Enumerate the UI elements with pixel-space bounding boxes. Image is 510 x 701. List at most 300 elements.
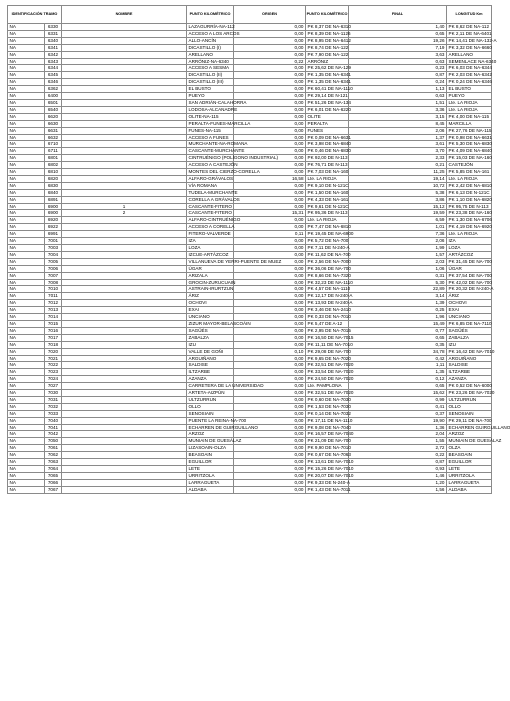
cell-identificacion: NA — [8, 162, 45, 169]
cell-codigo: 7017 — [45, 334, 62, 341]
table-row — [8, 300, 492, 307]
cell-codigo: 7032 — [45, 403, 62, 410]
cell-tramo — [62, 245, 187, 252]
cell-tramo — [62, 155, 187, 162]
cell-tramo — [62, 341, 187, 348]
cell-pk-inicio: 0,00 — [234, 203, 306, 210]
cell-final: PK 5,85 DE NA-161 — [447, 169, 492, 176]
cell-final: PK 3,32 DE NA-6660 — [448, 44, 492, 50]
cell-final: PK 0,52 DE NA-6000 — [448, 383, 492, 389]
table-row — [8, 341, 492, 348]
cell-final: ARZOZ — [447, 431, 492, 438]
cell-pk-final: 1,57 — [349, 251, 447, 258]
cell-codigo: 6501 — [45, 99, 62, 106]
cell-final: PK 23,38 DE NA-160 — [448, 210, 492, 216]
cell-codigo: 7013 — [45, 307, 62, 314]
cell-pk-inicio: 0,00 — [234, 224, 306, 231]
cell-pk-final: 0,93 — [349, 466, 447, 473]
cell-pk-inicio: 0,00 — [234, 293, 306, 300]
table-row — [8, 127, 492, 134]
cell-nombre: MURCHANTE-NA-ROMANA — [188, 141, 248, 147]
table-row — [8, 410, 492, 417]
cell-identificacion: NA — [8, 134, 45, 141]
cell-final: EL BUSTO — [447, 86, 492, 93]
cell-pk-final: 1,55 — [349, 438, 447, 445]
cell-final: PK 4,09 DE NA-6840 — [448, 148, 492, 154]
cell-codigo: 7005 — [45, 258, 62, 265]
cell-tramo — [62, 355, 187, 362]
cell-origen: PK 76,71 DE N-113 — [307, 162, 348, 168]
cell-final: ILTZARBE — [447, 369, 492, 376]
cell-final: SAGÜÉS — [447, 327, 492, 334]
cell-final: SENOSIAIN — [447, 410, 492, 417]
cell-codigo: 7010 — [45, 286, 62, 293]
cell-nombre: DICASTILLO (I) — [187, 44, 234, 51]
cell-pk-final: 0,65 — [349, 30, 447, 37]
cell-identificacion: NA — [8, 327, 45, 334]
cell-tramo — [62, 362, 187, 369]
cell-origen: PK 9,08 DE NA-7040 — [307, 424, 351, 430]
cell-pk-inicio: 0,00 — [234, 376, 306, 383]
cell-origen: PK 0,33 DE NA-7010 — [307, 314, 351, 320]
cell-nombre: LODOSA-ALCANADRE — [188, 106, 238, 112]
cell-final: PK 42,02 DE NA-700 — [448, 279, 492, 285]
cell-pk-final: 2,06 — [349, 238, 447, 245]
cell-nombre: TUDELA-MURCHANTE — [188, 189, 238, 195]
cell-nombre: ZIZUR MAYOR-BELASCOÁIN — [188, 320, 251, 326]
cell-codigo: 7063 — [45, 459, 62, 466]
cell-nombre: ASTRAIN-IRURTZUN — [188, 286, 234, 292]
cell-pk-final: 0,87 — [349, 459, 447, 466]
cell-tramo — [62, 452, 187, 459]
cell-pk-final: 19,90 — [349, 417, 447, 424]
cell-tramo — [62, 24, 187, 31]
table-row — [8, 189, 492, 196]
cell-codigo: 6710 — [45, 141, 62, 148]
cell-origen: PK 1,43 DE NA-7011 — [307, 486, 351, 492]
cell-pk-final: 0,65 — [349, 334, 447, 341]
cell-final: PUEYO — [447, 93, 492, 100]
cell-tramo — [62, 403, 187, 410]
cell-codigo: 6343 — [45, 58, 62, 65]
cell-tramo — [62, 334, 187, 341]
cell-tramo — [62, 417, 187, 424]
cell-nombre: FITERO-VALVERDE — [187, 231, 234, 238]
cell-nombre: PUENTE LA REINA-NA-700 — [188, 417, 247, 423]
cell-pk-inicio: 0,00 — [234, 431, 306, 438]
cell-codigo: 7001 — [45, 238, 62, 245]
cell-pk-inicio: 0,00 — [234, 30, 306, 37]
cell-tramo — [62, 272, 187, 279]
cell-origen: PK 24,50 DE NA-7020 — [307, 376, 354, 382]
cell-origen: PK 6,01 DE NA-6220 — [307, 106, 351, 112]
cell-identificacion: NA — [8, 175, 45, 182]
cell-tramo — [62, 51, 187, 58]
cell-pk-inicio: 0,10 — [234, 348, 306, 355]
cell-nombre: OLLO — [187, 403, 234, 410]
cell-nombre: IZCUE-ARTÁZCOZ — [187, 251, 234, 258]
cell-origen: PK 8,95 DE NA-6412 — [307, 37, 351, 43]
cell-codigo: 6340 — [45, 37, 62, 44]
cell-origen: PK 13,61 DE NA-7010 — [307, 459, 354, 465]
cell-final: PK 2,03 DE NA-6342 — [448, 72, 492, 78]
cell-pk-final: 2,06 — [349, 127, 447, 134]
cell-nombre: ALDABA — [187, 486, 234, 493]
table-row — [8, 44, 492, 51]
cell-final: ULTZURRUN — [447, 396, 492, 403]
cell-pk-inicio: 0,00 — [234, 245, 306, 252]
cell-pk-inicio: 0,00 — [234, 24, 306, 31]
cell-identificacion: NA — [8, 431, 45, 438]
cell-final: SEMENLACE NA-6340 — [448, 58, 497, 64]
table-row — [8, 396, 492, 403]
cell-pk-inicio: 0,00 — [234, 438, 306, 445]
cell-codigo: 6540 — [45, 106, 62, 113]
cell-identificacion: NA — [8, 279, 45, 286]
cell-codigo: 7008 — [45, 279, 62, 286]
cell-pk-final: 19,14 — [349, 175, 447, 182]
cell-pk-final: 8,45 — [349, 120, 447, 127]
cell-nombre: IZA — [187, 238, 234, 245]
cell-identificacion: NA — [8, 224, 45, 231]
cell-nombre: OLITE-NA-115 — [187, 113, 234, 120]
cell-pk-inicio: 0,00 — [234, 72, 306, 79]
table-row — [8, 231, 492, 238]
cell-origen: PK 1,35 DE NA-6341 — [307, 79, 351, 85]
cell-pk-final: 1,40 — [349, 24, 447, 31]
header-identificacion: IDENTIFICACIÓN TRAMO — [8, 6, 62, 24]
cell-codigo: 7030 — [45, 390, 62, 397]
cell-nombre: ULTZURRUN — [187, 396, 234, 403]
cell-tramo — [62, 231, 187, 238]
cell-tramo — [62, 320, 187, 327]
cell-final: ARGUIÑANO — [447, 355, 492, 362]
cell-pk-final: 0,21 — [349, 162, 447, 169]
cell-pk-inicio: 0,00 — [234, 134, 306, 141]
table-row — [8, 417, 492, 424]
cell-pk-final: 3,86 — [349, 196, 447, 203]
cell-origen: PK 32,23 DE NA-1110 — [307, 279, 353, 285]
cell-pk-inicio: 0,11 — [234, 231, 306, 238]
cell-tramo — [62, 113, 187, 120]
cell-final: MARCILLA — [447, 120, 492, 127]
cell-final: PK 95,75 DE N-113 — [447, 203, 492, 210]
cell-pk-final: 10,72 — [349, 182, 447, 189]
cell-tramo: 2 — [62, 210, 187, 217]
cell-nombre: MONTES DEL CIERZO-CORELLA — [188, 169, 260, 175]
cell-nombre: CORELLA A GRÁVALOS — [188, 196, 240, 202]
cell-pk-final: 1,20 — [349, 479, 447, 486]
cell-codigo: 7018 — [45, 341, 62, 348]
cell-identificacion: NA — [8, 58, 45, 65]
cell-nombre: LETE — [187, 466, 234, 473]
cell-identificacion: NA — [8, 210, 45, 217]
cell-tramo — [62, 65, 187, 72]
cell-final: LOZA — [447, 245, 492, 252]
cell-final: PK 4,19 DE NA-6920 — [448, 224, 492, 230]
cell-pk-final: 7,36 — [349, 231, 447, 238]
cell-final: Lte. LA RIOJA — [447, 99, 492, 106]
table-row — [8, 120, 492, 127]
table-row — [8, 320, 492, 327]
cell-tramo — [62, 189, 187, 196]
cell-pk-inicio: 0,00 — [234, 251, 306, 258]
cell-codigo: 6920 — [45, 217, 62, 224]
cell-final: PK 27,76 DE NA-115 — [448, 127, 492, 133]
cell-pk-inicio: 0,00 — [234, 44, 306, 51]
cell-pk-inicio: 0,00 — [234, 169, 306, 176]
cell-codigo: 7061 — [45, 445, 62, 452]
cell-pk-final: 1,06 — [349, 265, 447, 272]
table-row — [8, 403, 492, 410]
cell-identificacion: NA — [8, 169, 45, 176]
cell-identificacion: NA — [8, 148, 45, 155]
cell-identificacion: NA — [8, 383, 45, 390]
cell-identificacion: NA — [8, 307, 45, 314]
cell-nombre: SALDISE — [187, 362, 234, 369]
cell-pk-inicio: 0,00 — [234, 51, 306, 58]
header-longitud: LONGITUD Km — [447, 6, 492, 24]
cell-codigo: 7003 — [45, 245, 62, 252]
cell-final: AZANZA — [447, 376, 492, 383]
cell-codigo: 6991 — [45, 231, 62, 238]
cell-tramo — [62, 58, 187, 65]
cell-pk-inicio: 0,00 — [234, 99, 306, 106]
cell-identificacion: NA — [8, 300, 45, 307]
table-row — [8, 148, 492, 155]
cell-identificacion: NA — [8, 37, 45, 44]
cell-nombre: ARIZALA — [187, 272, 234, 279]
cell-final: OLLO — [447, 403, 492, 410]
cell-origen: PK 3,46 DE NA-2410 — [307, 307, 351, 313]
table-row — [8, 210, 492, 217]
cell-nombre: EL BUSTO — [187, 86, 234, 93]
roads-table — [7, 5, 510, 494]
cell-tramo — [62, 258, 187, 265]
table-row — [8, 334, 492, 341]
table-row — [8, 314, 492, 321]
cell-final: ÁRIZ — [447, 293, 492, 300]
cell-tramo — [62, 120, 187, 127]
cell-origen: PK 16,57 DE NA-7040 — [307, 431, 354, 437]
cell-tramo — [62, 175, 187, 182]
cell-origen: PK 0,67 DE NA-7063 — [307, 452, 351, 458]
cell-pk-inicio: 0,00 — [234, 162, 306, 169]
cell-identificacion: NA — [8, 86, 45, 93]
cell-identificacion: NA — [8, 438, 45, 445]
cell-final: PK 6,13 DE N-121C — [448, 189, 490, 195]
cell-pk-inicio: 0,00 — [234, 362, 306, 369]
cell-identificacion: NA — [8, 403, 45, 410]
cell-pk-final: 0,42 — [349, 355, 447, 362]
table-row — [8, 293, 492, 300]
table-row — [8, 217, 492, 224]
cell-identificacion: NA — [8, 396, 45, 403]
cell-codigo: 7066 — [45, 479, 62, 486]
cell-origen: PK 20,07 DE NA-7010 — [307, 472, 354, 478]
cell-codigo: 7042 — [45, 431, 62, 438]
cell-tramo — [62, 127, 187, 134]
cell-pk-inicio: 0,00 — [234, 238, 306, 245]
cell-final: CASTEJÓN — [447, 162, 492, 169]
cell-pk-inicio: 0,00 — [234, 479, 306, 486]
cell-codigo: 6400 — [45, 93, 62, 100]
cell-final: UNCIANO — [447, 314, 492, 321]
cell-codigo: 6341 — [45, 44, 62, 51]
cell-origen: PK 8,39 DE NA-1126 — [307, 30, 351, 36]
cell-nombre: BEASOAIN — [187, 452, 234, 459]
cell-origen: PK 32,51 DE NA-7020 — [307, 362, 354, 368]
table-row — [8, 24, 492, 31]
cell-codigo: 6630 — [45, 120, 62, 127]
cell-identificacion: NA — [8, 203, 45, 210]
cell-nombre: DICASTILLO (III) — [187, 79, 234, 86]
cell-codigo: 7020 — [45, 348, 62, 355]
cell-final: PK 2,42 DE NA-6810 — [448, 182, 492, 188]
cell-identificacion: NA — [8, 106, 45, 113]
cell-pk-inicio: 0,00 — [234, 127, 306, 134]
cell-nombre: ÁRIZ — [187, 293, 234, 300]
cell-pk-final: 7,19 — [349, 44, 447, 51]
cell-tramo — [62, 224, 187, 231]
cell-pk-inicio: 0,00 — [234, 182, 306, 189]
cell-final: BEASOAIN — [447, 452, 492, 459]
cell-identificacion: NA — [8, 265, 45, 272]
table-row — [8, 155, 492, 162]
cell-identificacion: NA — [8, 72, 45, 79]
cell-origen: PK 19,45 DE NA-6900 — [307, 231, 354, 237]
cell-origen: PK 7,11 DE N-240-A — [307, 245, 350, 250]
cell-origen: PK 4,57 DE NA-1110 — [307, 286, 351, 292]
cell-codigo: 7023 — [45, 369, 62, 376]
cell-pk-inicio: 0,00 — [234, 272, 306, 279]
cell-pk-final: 3,63 — [349, 51, 447, 58]
cell-pk-final: 15,62 — [349, 390, 447, 397]
cell-codigo: 6632 — [45, 134, 62, 141]
cell-pk-final: 0,87 — [349, 72, 447, 79]
cell-tramo — [62, 300, 187, 307]
cell-pk-inicio: 0,00 — [234, 113, 306, 120]
cell-pk-inicio: 0,00 — [234, 459, 306, 466]
cell-pk-inicio: 0,00 — [234, 265, 306, 272]
cell-pk-inicio: 0,00 — [234, 307, 306, 314]
cell-final: PK 31,45 DE NA-700 — [448, 258, 492, 264]
cell-origen: PK 5,72 DE NA-700 — [307, 238, 349, 244]
cell-codigo: 7011 — [45, 293, 62, 300]
cell-pk-final: 0,23 — [349, 65, 447, 72]
cell-tramo — [62, 376, 187, 383]
cell-pk-inicio: 0,00 — [234, 196, 306, 203]
cell-codigo: 6331 — [45, 30, 62, 37]
cell-origen: PK 0,60 DE NA-7030 — [307, 396, 351, 402]
cell-codigo: 6620 — [45, 113, 62, 120]
cell-origen: PK 15,26 DE NA-7010 — [307, 466, 354, 471]
cell-final: PK 5,30 DE NA-6830 — [448, 141, 492, 147]
cell-nombre: ALFARO-CINTRUÉNIGO — [188, 217, 241, 223]
cell-pk-inicio: 0,00 — [234, 86, 306, 93]
cell-identificacion: NA — [8, 251, 45, 258]
header-nombre: NOMBRE — [62, 6, 187, 24]
cell-identificacion: NA — [8, 390, 45, 397]
cell-final: PK 20,32 DE N-240-A — [448, 286, 494, 292]
cell-final: URRITZOLA — [447, 472, 492, 479]
cell-origen: Lte. LA RIOJA — [306, 175, 349, 182]
cell-identificacion: NA — [8, 231, 45, 238]
cell-pk-final: 15,49 — [349, 320, 447, 327]
cell-tramo — [62, 44, 187, 51]
cell-final: PK 0,24 DE NA-6346 — [448, 79, 492, 85]
cell-identificacion: NA — [8, 410, 45, 417]
cell-pk-final: 34,78 — [349, 348, 447, 355]
cell-tramo — [62, 217, 187, 224]
cell-origen: PK 0,46 DE NA-6830 — [307, 148, 351, 154]
cell-origen: PK 2,95 DE NA-7015 — [307, 327, 351, 333]
cell-nombre: LIZASOAIN-OLZA — [187, 445, 234, 452]
cell-tramo — [62, 369, 187, 376]
cell-origen: Lte. LA RIOJA — [306, 217, 349, 224]
cell-nombre: ALFARO-GRÁVALOS — [188, 175, 234, 181]
cell-codigo: 6362 — [45, 86, 62, 93]
cell-final: LARRAGUETA — [447, 479, 492, 486]
cell-nombre: ACCESO A FUNES — [187, 134, 234, 141]
cell-identificacion: NA — [8, 182, 45, 189]
cell-tramo — [62, 30, 187, 37]
cell-pk-inicio: 0,00 — [234, 286, 306, 293]
cell-pk-final: 1,37 — [349, 134, 447, 141]
cell-identificacion: NA — [8, 120, 45, 127]
cell-nombre: LAZAGURRÍA-NA-112 — [188, 24, 235, 29]
cell-nombre: AZANZA — [187, 376, 234, 383]
cell-nombre: IZU — [187, 341, 234, 348]
cell-pk-inicio: 0,00 — [234, 279, 306, 286]
cell-codigo: 7031 — [45, 396, 62, 403]
cell-tramo — [62, 196, 187, 203]
cell-pk-inicio: 0,00 — [234, 396, 306, 403]
table-row — [8, 141, 492, 148]
cell-nombre: CASCANTE-FITERO — [188, 210, 232, 216]
cell-final: IZU — [447, 341, 492, 348]
cell-pk-final: 0,63 — [349, 93, 447, 100]
cell-pk-inicio: 15,31 — [234, 210, 306, 217]
cell-pk-final: 2,04 — [349, 431, 447, 438]
cell-final: PK 16,42 DE NA-7010 — [448, 348, 495, 354]
cell-pk-final: 5,30 — [349, 279, 447, 286]
table-body — [8, 24, 510, 494]
cell-identificacion: NA — [8, 30, 45, 37]
cell-pk-final: 1,11 — [349, 362, 447, 369]
cell-identificacion: NA — [8, 189, 45, 196]
cell-identificacion: NA — [8, 293, 45, 300]
cell-origen: PK 7,47 DE NA-6810 — [307, 224, 351, 230]
cell-codigo: 6802 — [45, 162, 62, 169]
cell-nombre: EXAI — [187, 307, 234, 314]
cell-codigo: 6801 — [45, 155, 62, 162]
cell-pk-inicio: 0,00 — [234, 258, 306, 265]
cell-codigo: 7050 — [45, 438, 62, 445]
cell-codigo: 7040 — [45, 417, 62, 424]
cell-origen: PK 0,14 DE NA-7032 — [307, 410, 351, 416]
table-row — [8, 134, 492, 141]
table-row — [8, 383, 492, 390]
cell-tramo — [62, 251, 187, 258]
cell-tramo — [62, 293, 187, 300]
cell-codigo: 7024 — [45, 376, 62, 383]
cell-pk-inicio: 0,00 — [234, 106, 306, 113]
cell-final: PK 2,11 DE NA-6401 — [448, 30, 492, 36]
cell-origen: PK 12,17 DE N-240-A — [307, 293, 353, 299]
cell-nombre: PERALTA-FUNES-MARCILLA — [188, 120, 251, 126]
cell-nombre: CINTRUÉNIGO (POLÍGONO INDUSTRIAL) — [188, 155, 279, 161]
